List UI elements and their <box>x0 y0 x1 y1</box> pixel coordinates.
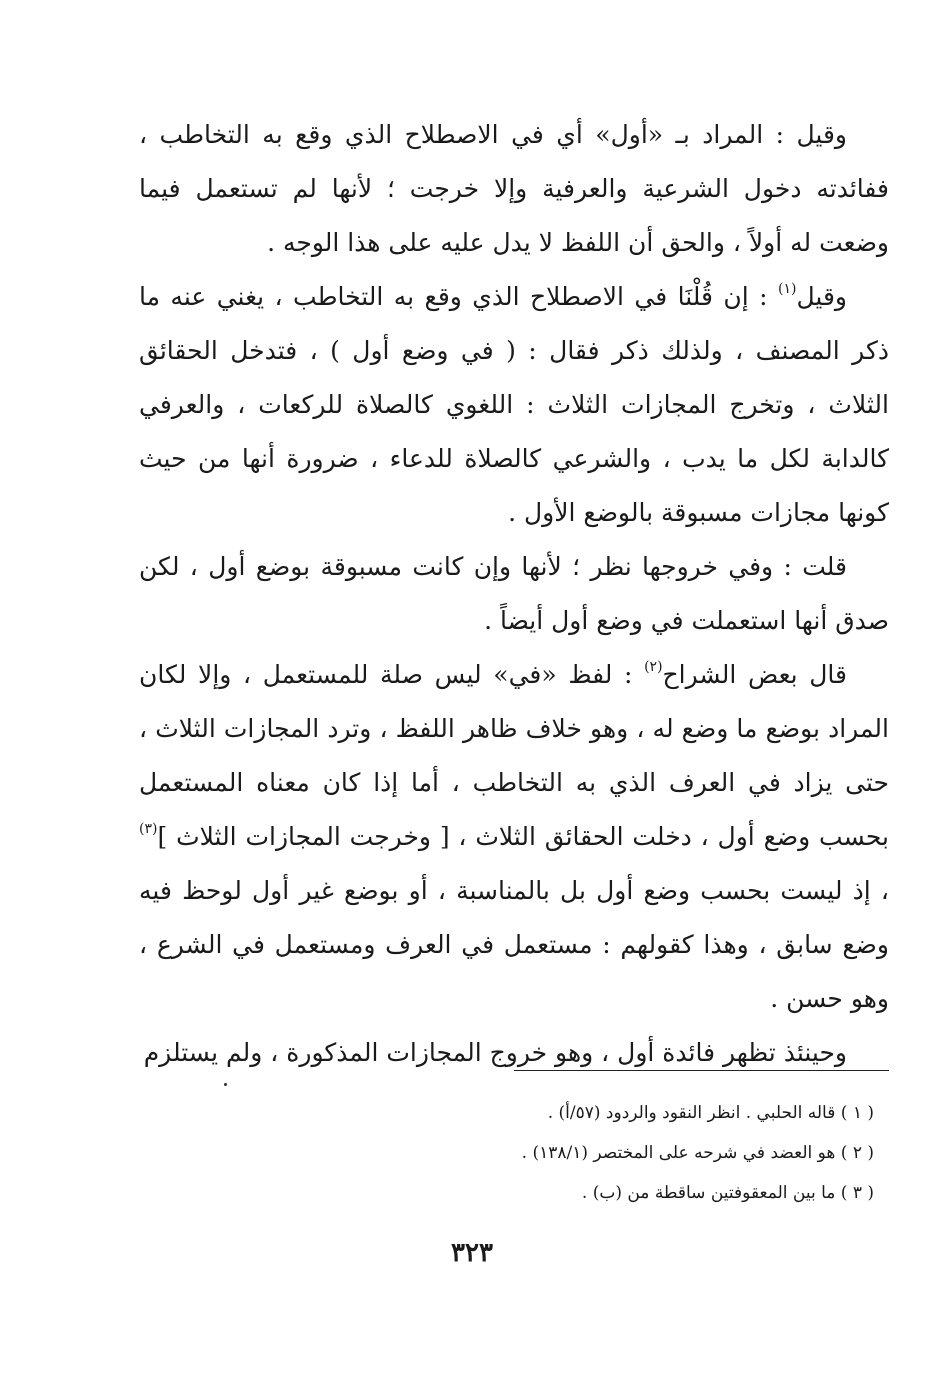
footnote-ref-1: (١) <box>778 281 797 297</box>
paragraph-4-middle: : لفظ «في» ليس صلة للمستعمل ، وإلا لكان المراد بوضع ما وضع له ، وهو خلاف ظاهر اللفظ ، وترد المجازات الثلاث ، حتى يزاد في العرف الذي به التخاطب ، أما إذا كان معناه المستعمل بحسب وضع أول ، دخلت الحقائق الثلاث ، [ وخرجت المجازات الثلاث ] <box>139 660 889 851</box>
footnote-1: ( ١ ) قاله الحلبي . انظر النقود والردود (٥٧/أ) . <box>547 1103 874 1123</box>
main-text <box>139 108 889 1080</box>
paragraph-1: وقيل : المراد بـ «أول» أي في الاصطلاح الذي وقع به التخاطب ، ففائدته دخول الشرعية والعرفية وإلا خرجت ؛ لأنها لم تستعمل فيما وضعت له أولاً ، والحق أن اللفظ لا يدل عليه على هذا الوجه . <box>139 120 889 257</box>
footnote-ref-2: (٢) <box>644 659 663 675</box>
footnote-3: ( ٣ ) ما بين المعقوفتين ساقطة من (ب) . <box>581 1183 874 1203</box>
footnotes <box>154 1093 874 1213</box>
footnote-divider <box>514 1070 889 1071</box>
print-speck <box>224 1083 227 1086</box>
paragraph-4-start: قال بعض الشراح <box>662 660 847 689</box>
paragraph-2-rest: : إن قُلْنَا في الاصطلاح الذي وقع به التخاطب ، يغني عنه ما ذكر المصنف ، ولذلك ذكر فقال : ( في وضع أول ) ، فتدخل الحقائق الثلاث ، وتخرج المجازات الثلاث : اللغوي كالصلاة للركعات ، والعرفي كالدابة لكل ما يدب ، والشرعي كالصلاة للدعاء ، ضرورة أنها من حيث كونها مجازات مسبوقة بالوضع الأول . <box>139 282 889 527</box>
paragraph-2 <box>139 270 889 540</box>
paragraph-2-start: وقيل <box>796 282 847 311</box>
page-number: ٣٢٣ <box>451 1238 493 1268</box>
footnote-2: ( ٢ ) هو العضد في شرحه على المختصر (١٣٨/١) . <box>521 1143 874 1163</box>
paragraph-4 <box>139 648 889 1026</box>
paragraph-5: وحينئذ تظهر فائدة أول ، وهو خروج المجازات المذكورة ، ولم يستلزم <box>143 1038 847 1067</box>
footnote-ref-3: (٣) <box>139 821 158 837</box>
paragraph-4-rest: ، إذ ليست بحسب وضع أول بل بالمناسبة ، أو بوضع غير أول لوحظ فيه وضع سابق ، وهذا كقولهم : مستعمل في العرف ومستعمل في الشرع ، وهو حسن . <box>139 876 889 1013</box>
paragraph-3: قلت : وفي خروجها نظر ؛ لأنها وإن كانت مسبوقة بوضع أول ، لكن صدق أنها استعملت في وضع أول أيضاً . <box>139 552 889 635</box>
